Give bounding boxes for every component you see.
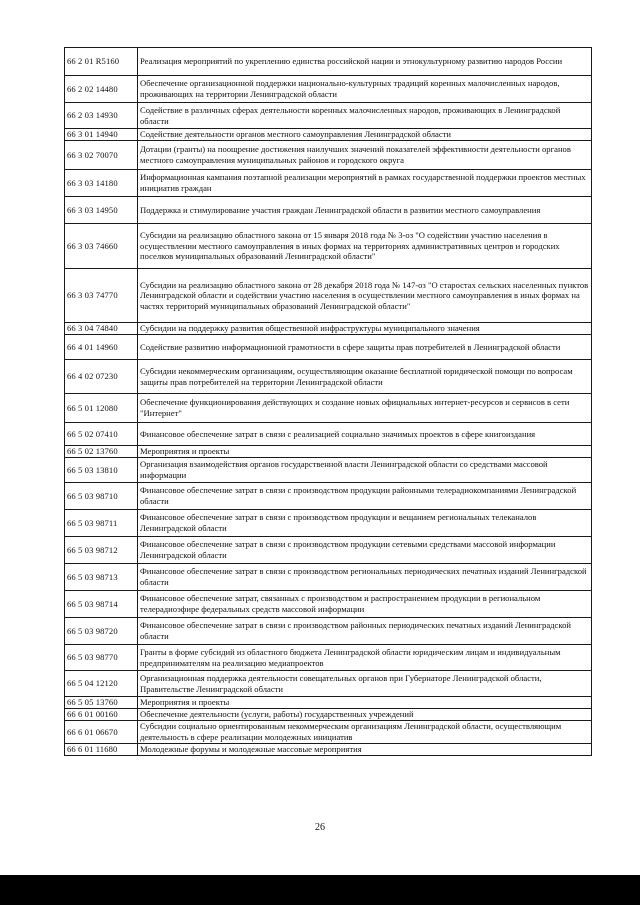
table-row <box>65 423 592 446</box>
table-row <box>65 671 592 697</box>
table-row <box>65 446 592 458</box>
classification-code: 66 5 03 98714 <box>65 591 138 618</box>
budget-classification-table <box>64 47 592 756</box>
classification-description: Субсидии на реализацию областного закона от 15 января 2018 года № 3-оз "О содействии участию населения в осуществлении местного самоуправления в иных формах на территориях административных центров и городских поселков муниципальных образований Ленинградской области" <box>138 224 592 269</box>
table-row <box>65 510 592 537</box>
classification-description: Обеспечение организационной поддержки национально-культурных традиций коренных малочисленных народов, проживающих на территории Ленинградской области <box>138 76 592 103</box>
classification-description: Обеспечение деятельности (услуги, работы) государственных учреждений <box>138 709 592 721</box>
classification-code: 66 5 03 98712 <box>65 537 138 564</box>
classification-code: 66 3 01 14940 <box>65 129 138 141</box>
classification-description: Финансовое обеспечение затрат, связанных с производством и распространением продукции в региональном телерадиоэфире федеральных средств массовой информации <box>138 591 592 618</box>
classification-code: 66 4 01 14960 <box>65 335 138 360</box>
classification-code: 66 5 02 07410 <box>65 423 138 446</box>
classification-code: 66 5 03 98770 <box>65 645 138 671</box>
classification-code: 66 5 03 98713 <box>65 564 138 591</box>
classification-description: Содействие в различных сферах деятельности коренных малочисленных народов, проживающих в Ленинградской области <box>138 103 592 129</box>
table-row <box>65 394 592 423</box>
table-row <box>65 697 592 709</box>
scan-bottom-border <box>0 875 640 905</box>
classification-code: 66 6 01 11680 <box>65 744 138 756</box>
classification-code: 66 3 03 14950 <box>65 197 138 224</box>
table-row <box>65 141 592 170</box>
table-row <box>65 537 592 564</box>
classification-description: Мероприятия и проекты <box>138 446 592 458</box>
classification-description: Финансовое обеспечение затрат в связи с производством региональных периодических печатных изданий Ленинградской области <box>138 564 592 591</box>
classification-code: 66 4 02 07230 <box>65 360 138 394</box>
table-row <box>65 483 592 510</box>
classification-code: 66 2 02 14480 <box>65 76 138 103</box>
table-row <box>65 129 592 141</box>
classification-description: Мероприятия и проекты <box>138 697 592 709</box>
classification-description: Организационная поддержка деятельности совещательных органов при Губернаторе Ленинградской области, Правительстве Ленинградской области <box>138 671 592 697</box>
classification-description: Финансовое обеспечение затрат в связи с производством продукции районными телерадиокомпаниями Ленинградской области <box>138 483 592 510</box>
classification-description: Гранты в форме субсидий из областного бюджета Ленинградской области юридическим лицам и индивидуальным предпринимателям на реализацию медиапроектов <box>138 645 592 671</box>
table-row <box>65 709 592 721</box>
table-row <box>65 618 592 645</box>
classification-code: 66 2 01 R5160 <box>65 48 138 76</box>
table-row <box>65 335 592 360</box>
classification-code: 66 3 03 74660 <box>65 224 138 269</box>
classification-description: Финансовое обеспечение затрат в связи с реализацией социально значимых проектов в сфере книгоиздания <box>138 423 592 446</box>
classification-code: 66 6 01 00160 <box>65 709 138 721</box>
table-body <box>65 48 592 756</box>
table-row <box>65 564 592 591</box>
classification-code: 66 3 04 74840 <box>65 323 138 335</box>
page-number: 26 <box>315 822 325 833</box>
classification-description: Обеспечение функционирования действующих и создание новых официальных интернет-ресурсов и сервисов в сети "Интернет" <box>138 394 592 423</box>
classification-description: Содействие развитию информационной грамотности в сфере защиты прав потребителей в Ленинградской области <box>138 335 592 360</box>
table-row <box>65 170 592 197</box>
table-row <box>65 103 592 129</box>
classification-description: Молодежные форумы и молодежные массовые мероприятия <box>138 744 592 756</box>
table-row <box>65 458 592 483</box>
classification-description: Финансовое обеспечение затрат в связи с производством продукции сетевыми средствами массовой информации Ленинградской области <box>138 537 592 564</box>
classification-code: 66 5 05 13760 <box>65 697 138 709</box>
classification-description: Дотации (гранты) на поощрение достижения наилучших значений показателей эффективности деятельности органов местного самоуправления муниципальных районов и городского округа <box>138 141 592 170</box>
classification-description: Поддержка и стимулирование участия граждан Ленинградской области в развитии местного самоуправления <box>138 197 592 224</box>
classification-code: 66 3 03 74770 <box>65 269 138 323</box>
classification-code: 66 5 01 12080 <box>65 394 138 423</box>
classification-code: 66 5 02 13760 <box>65 446 138 458</box>
table-row <box>65 744 592 756</box>
classification-code: 66 6 01 06670 <box>65 721 138 744</box>
table-row <box>65 76 592 103</box>
classification-description: Финансовое обеспечение затрат в связи с производством районных периодических печатных изданий Ленинградской области <box>138 618 592 645</box>
classification-code: 66 5 03 98710 <box>65 483 138 510</box>
classification-code: 66 3 02 70070 <box>65 141 138 170</box>
classification-code: 66 5 03 98711 <box>65 510 138 537</box>
table-row <box>65 224 592 269</box>
table-row <box>65 269 592 323</box>
table-row <box>65 323 592 335</box>
classification-description: Организация взаимодействия органов государственной власти Ленинградской области со средствами массовой информации <box>138 458 592 483</box>
classification-description: Субсидии социально ориентированным некоммерческим организациям Ленинградской области, осуществляющим деятельность в сфере реализации молодежных инициатив <box>138 721 592 744</box>
table-row <box>65 48 592 76</box>
table-row <box>65 645 592 671</box>
table-row <box>65 721 592 744</box>
classification-code: 66 2 03 14930 <box>65 103 138 129</box>
classification-description: Субсидии на реализацию областного закона от 28 декабря 2018 года № 147-оз "О старостах сельских населенных пунктов Ленинградской области и содействии участию населения в осуществлении местного самоуправления в иных формах на частях территорий муниципальных образований Ленинградской области" <box>138 269 592 323</box>
table-row <box>65 360 592 394</box>
table-row <box>65 197 592 224</box>
classification-code: 66 3 03 14180 <box>65 170 138 197</box>
classification-code: 66 5 03 13810 <box>65 458 138 483</box>
classification-description: Информационная кампания поэтапной реализации мероприятий в рамках государственной поддержки проектов местных инициатив граждан <box>138 170 592 197</box>
table-row <box>65 591 592 618</box>
classification-description: Субсидии на поддержку развития общественной инфраструктуры муниципального значения <box>138 323 592 335</box>
classification-description: Субсидии некоммерческим организациям, осуществляющим оказание бесплатной юридической помощи по вопросам защиты прав потребителей на территории Ленинградской области <box>138 360 592 394</box>
classification-code: 66 5 04 12120 <box>65 671 138 697</box>
classification-description: Реализация мероприятий по укреплению единства российской нации и этнокультурному развитию народов России <box>138 48 592 76</box>
classification-code: 66 5 03 98720 <box>65 618 138 645</box>
classification-description: Содействие деятельности органов местного самоуправления Ленинградской области <box>138 129 592 141</box>
classification-description: Финансовое обеспечение затрат в связи с производством продукции и вещанием региональных телеканалов Ленинградской области <box>138 510 592 537</box>
